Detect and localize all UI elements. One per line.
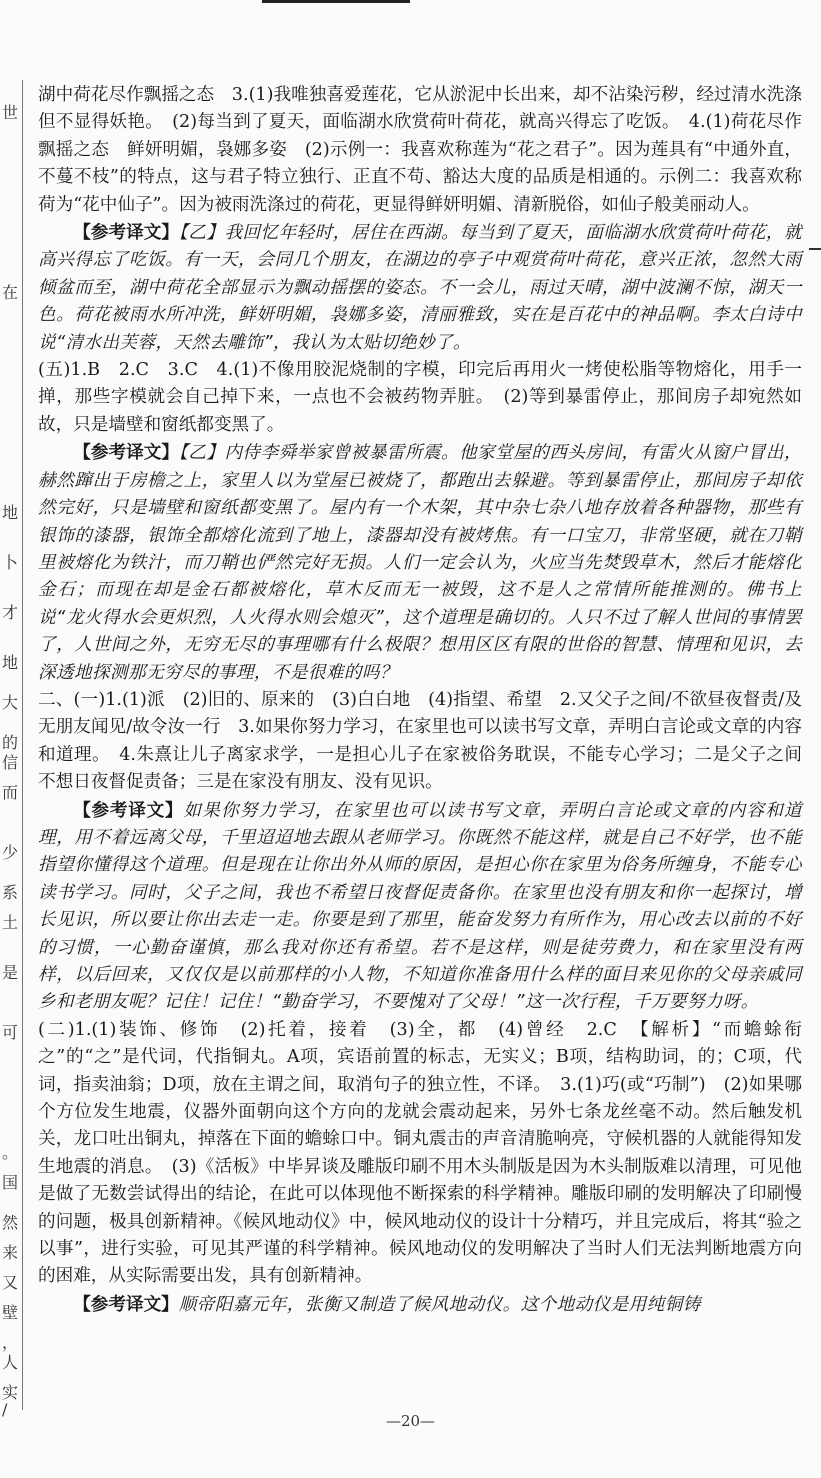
translation-text: 顺帝阳嘉元年，张衡又制造了候风地动仪。这个地动仪是用纯铜铸 bbox=[178, 1294, 701, 1315]
side-glyph: 土 bbox=[2, 913, 19, 932]
side-glyph: 世 bbox=[2, 103, 19, 122]
side-glyph: 地 bbox=[2, 653, 19, 672]
side-glyph: 才 bbox=[2, 603, 19, 622]
binding-edge-strip bbox=[0, 80, 23, 1419]
answer-paragraph: 二、(一)1.(1)派 (2)旧的、原来的 (3)白白地 (4)指望、希望 2.又父子之间/不欲昼夜督责/及无朋友闻见/故令汝一行 3.如果你努力学习，在家里也可以读书写文章，弄明白言论或文章的内容和道理。 4.朱熹让儿子离家求学，一是担心儿子在家被俗务耽误，不能专心学习；二是父子之间不想日夜督促责备；三是在家没有朋友、没有见识。 bbox=[38, 689, 802, 793]
translation-tag: 【参考译文】 bbox=[73, 1293, 179, 1315]
right-edge-tick bbox=[809, 248, 821, 250]
side-glyph: 。 bbox=[2, 1143, 19, 1162]
side-glyph: 又 bbox=[2, 1273, 19, 1292]
side-glyph: 人 bbox=[2, 1353, 19, 1372]
translation-tag: 【参考译文】 bbox=[73, 442, 180, 464]
translation-tag: 【参考译文】 bbox=[73, 799, 184, 821]
translation-paragraph bbox=[38, 219, 802, 357]
side-glyph: 少 bbox=[2, 843, 19, 862]
answer-paragraph: 湖中荷花尽作飘摇之态 3.(1)我唯独喜爱莲花，它从淤泥中长出来，却不沾染污秽，经过清水洗涤但不显得妖艳。 (2)每当到了夏天，面临湖水欣赏荷叶荷花，就高兴得忘了吃饭。 4.(1)荷花尽作飘摇之态 鲜妍明媚，袅娜多姿 (2)示例一：我喜欢称莲为“花之君子”。因为莲具有“中通外直，不蔓不枝”的特点，这与君子特立独行、正直不苟、豁达大度的品质是相通的。示例二：我喜欢称荷为“花中仙子”。因为被雨洗涤过的荷花，更显得鲜妍明媚、清新脱俗，如仙子般美丽动人。 bbox=[38, 85, 802, 215]
side-glyph: 在 bbox=[2, 283, 19, 302]
top-rule-mark bbox=[270, 0, 410, 3]
translation-paragraph bbox=[38, 1291, 802, 1319]
side-glyph: 实 bbox=[2, 1383, 19, 1402]
side-glyph: 大 bbox=[2, 693, 19, 712]
translation-paragraph bbox=[38, 439, 802, 687]
side-glyph: 壁 bbox=[2, 1303, 19, 1322]
side-glyph: 卜 bbox=[2, 553, 19, 572]
answer-paragraph: (二)1.(1)装饰、修饰 (2)托着，接着 (3)全，都 (4)曾经 2.C 【解析】“而蟾蜍衔之”的“之”是代词，代指铜丸。A项，宾语前置的标志，无实义；B项，结构助词，的；C项，代词，指卖油翁；D项，放在主谓之间，取消句子的独立性，不译。 3.(1)巧(或“巧制”) (2)如果哪个方位发生地震，仪器外面朝向这个方向的龙就会震动起来，另外七条龙丝毫不动。然后触发机关，龙口吐出铜丸，掉落在下面的蟾蜍口中。铜丸震击的声音清脆响亮，守候机器的人就能得知发生地震的消息。 (3)《活板》中毕昇谈及雕版印刷不用木头制版是因为木头制版难以清理，可见他是做了无数尝试得出的结论，在此可以体现他不断探索的科学精神。雕版印刷的发明解决了印刷慢的问题，极具创新精神。《候风地动仪》中，候风地动仪的设计十分精巧，并且完成后，将其“验之以事”，进行实验，可见其严谨的科学精神。候风地动仪的发明解决了当时人们无法判断地震方向的困难，从实际需要出发，具有创新精神。 bbox=[38, 1019, 802, 1287]
page-number: —20— bbox=[385, 1412, 436, 1430]
translation-tag: 【参考译文】 bbox=[73, 222, 180, 244]
side-glyph: 系 bbox=[2, 883, 19, 902]
translation-text: 如果你努力学习，在家里也可以读书写文章，弄明白言论或文章的内容和道理，用不着远离父母，千里迢迢地去跟从老师学习。你既然不能这样，就是自己不好学，也不能指望你懂得这个道理。但是现在让你出外从师的原因，是担心你在家里为俗务所缠身，不能专心读书学习。同时，父子之间，我也不希望日夜督促责备你。在家里也没有朋友和你一起探讨，增长见识，所以要让你出去走一走。你要是到了那里，能奋发努力有所作为，用心改去以前的不好的习惯，一心勤奋谨慎，那么我对你还有希望。若不是这样，则是徒劳费力，和在家里没有两样，以后回来，又仅仅是以前那样的小人物，不知道你准备用什么样的面目来见你的父母亲戚同乡和老朋友呢？记住！记住！“勤奋学习，不要愧对了父母！”这一次行程，千万要努力呀。 bbox=[38, 800, 802, 1013]
side-glyph: 地 bbox=[2, 503, 19, 522]
side-glyph: ， bbox=[2, 1333, 19, 1352]
side-glyph: 而 bbox=[2, 783, 19, 802]
side-glyph: 国 bbox=[2, 1173, 19, 1192]
translation-text: 【乙】我回忆年轻时，居住在西湖。每当到了夏天，面临湖水欣赏荷叶荷花，就高兴得忘了吃饭。有一天，会同几个朋友，在湖边的亭子中观赏荷叶荷花，意兴正浓，忽然大雨倾盆而至，湖中荷花全部显示为飘动摇摆的姿态。不一会儿，雨过天晴，湖中波澜不惊，湖天一色。荷花被雨水所冲洗，鲜妍明媚，袅娜多姿，清丽雅致，实在是百花中的神品啊。李太白诗中说“清水出芙蓉，天然去雕饰”，我认为太贴切绝妙了。 bbox=[38, 223, 802, 353]
side-glyph: 然 bbox=[2, 1213, 19, 1232]
translation-text: 【乙】内侍李舜举家曾被暴雷所震。他家堂屋的西头房间，有雷火从窗户冒出，赫然蹿出于房檐之上，家里人以为堂屋已被烧了，都跑出去躲避。等到暴雷停止，那间房子却依然完好，只是墙壁和窗纸都变黑了。屋内有一个木架，其中杂七杂八地存放着各种器物，那些有银饰的漆器，银饰全都熔化流到了地上，漆器却没有被烤焦。有一口宝刀，非常坚硬，就在刀鞘里被熔化为铁汁，而刀鞘也俨然完好无损。人们一定会认为，火应当先焚毁草木，然后才能熔化金石；而现在却是金石都被熔化，草木反而无一被毁，这不是人之常情所能推测的。佛书上说“龙火得水会更炽烈，人火得水则会熄灭”，这个道理是确切的。人只不过了解人世间的事情罢了，人世间之外，无穷无尽的事理哪有什么极限？想用区区有限的世俗的智慧、情理和见识，去深透地探测那无穷尽的事理，不是很难的吗？ bbox=[38, 443, 802, 683]
side-glyph: / bbox=[2, 1400, 8, 1419]
answer-paragraph: (五)1.B 2.C 3.C 4.(1)不像用胶泥烧制的字模，印完后再用火一烤使松脂等物熔化，用手一掸，那些字模就会自己掉下来，一点也不会被药物弄脏。 (2)等到暴雷停止，那间房子却宛然如故，只是墙壁和窗纸都变黑了。 bbox=[38, 360, 802, 435]
translation-paragraph bbox=[38, 797, 802, 1017]
answer-key-body bbox=[38, 82, 802, 1319]
side-glyph: 来 bbox=[2, 1243, 19, 1262]
side-glyph: 信 bbox=[2, 753, 19, 772]
side-glyph: 的 bbox=[2, 733, 19, 752]
side-glyph: 是 bbox=[2, 963, 19, 982]
side-glyph: 可 bbox=[2, 1023, 19, 1042]
